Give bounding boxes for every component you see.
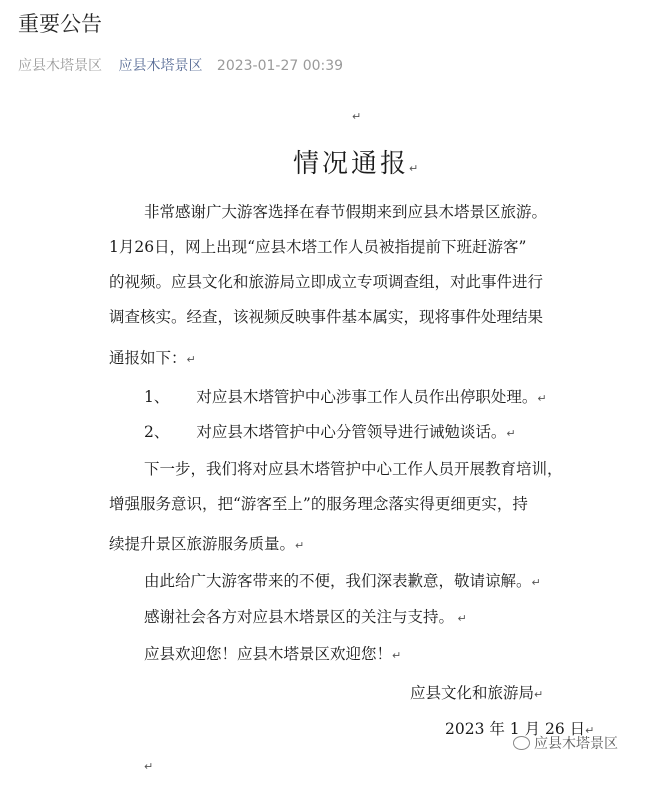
paragraph-line: 通报如下：↵ [109,349,196,367]
account-link[interactable]: 应县木塔景区 [118,58,203,74]
paragraph-line: 下一步，我们将对应县木塔管护中心工作人员开展教育培训， [144,460,563,478]
list-number: 1、 [144,388,170,406]
article-meta [18,55,343,75]
paragraph-line: 续提升景区旅游服务质量。↵ [109,535,305,553]
paragraph-mark: ↵ [352,110,362,123]
paragraph-line: 非常感谢广大游客选择在春节假期来到应县木塔景区旅游。 [144,203,548,221]
article-title: 重要公告 [18,12,102,36]
paragraph-line: 1月26日，网上出现“应县木塔工作人员被指提前下班赶游客” [109,238,527,256]
wechat-icon [513,736,530,750]
list-item: 1、 对应县木塔管护中心涉事工作人员作出停职处理。↵ [144,388,547,406]
paragraph-mark: ↵ [144,760,154,773]
watermark-text: 应县木塔景区 [534,736,618,752]
signature: 应县文化和旅游局↵ [410,684,544,702]
publish-date: 2023-01-27 00:39 [216,58,344,74]
document-date: 2023 年 1 月 26 日↵ [445,720,595,738]
watermark [513,733,618,753]
list-number: 2、 [144,423,170,441]
paragraph-line: 应县欢迎您！应县木塔景区欢迎您！↵ [144,645,402,663]
document-title: 情况通报↵ [293,149,422,179]
paragraph-line: 的视频。应县文化和旅游局立即成立专项调查组，对此事件进行 [109,273,544,291]
author-name: 应县木塔景区 [18,58,102,74]
list-item: 2、 对应县木塔管护中心分管领导进行诫勉谈话。↵ [144,423,516,441]
paragraph-line: 由此给广大游客带来的不便，我们深表歉意，敬请谅解。↵ [144,572,541,590]
list-text: 对应县木塔管护中心涉事工作人员作出停职处理。 [196,388,538,406]
paragraph-line: 增强服务意识，把“游客至上”的服务理念落实得更细更实，持 [109,495,528,513]
list-text: 对应县木塔管护中心分管领导进行诫勉谈话。 [196,423,507,441]
notice-document-image [88,100,636,786]
paragraph-line: 调查核实。经查，该视频反映事件基本属实，现将事件处理结果 [109,308,544,326]
paragraph-line: 感谢社会各方对应县木塔景区的关注与支持。 ↵ [144,608,467,626]
